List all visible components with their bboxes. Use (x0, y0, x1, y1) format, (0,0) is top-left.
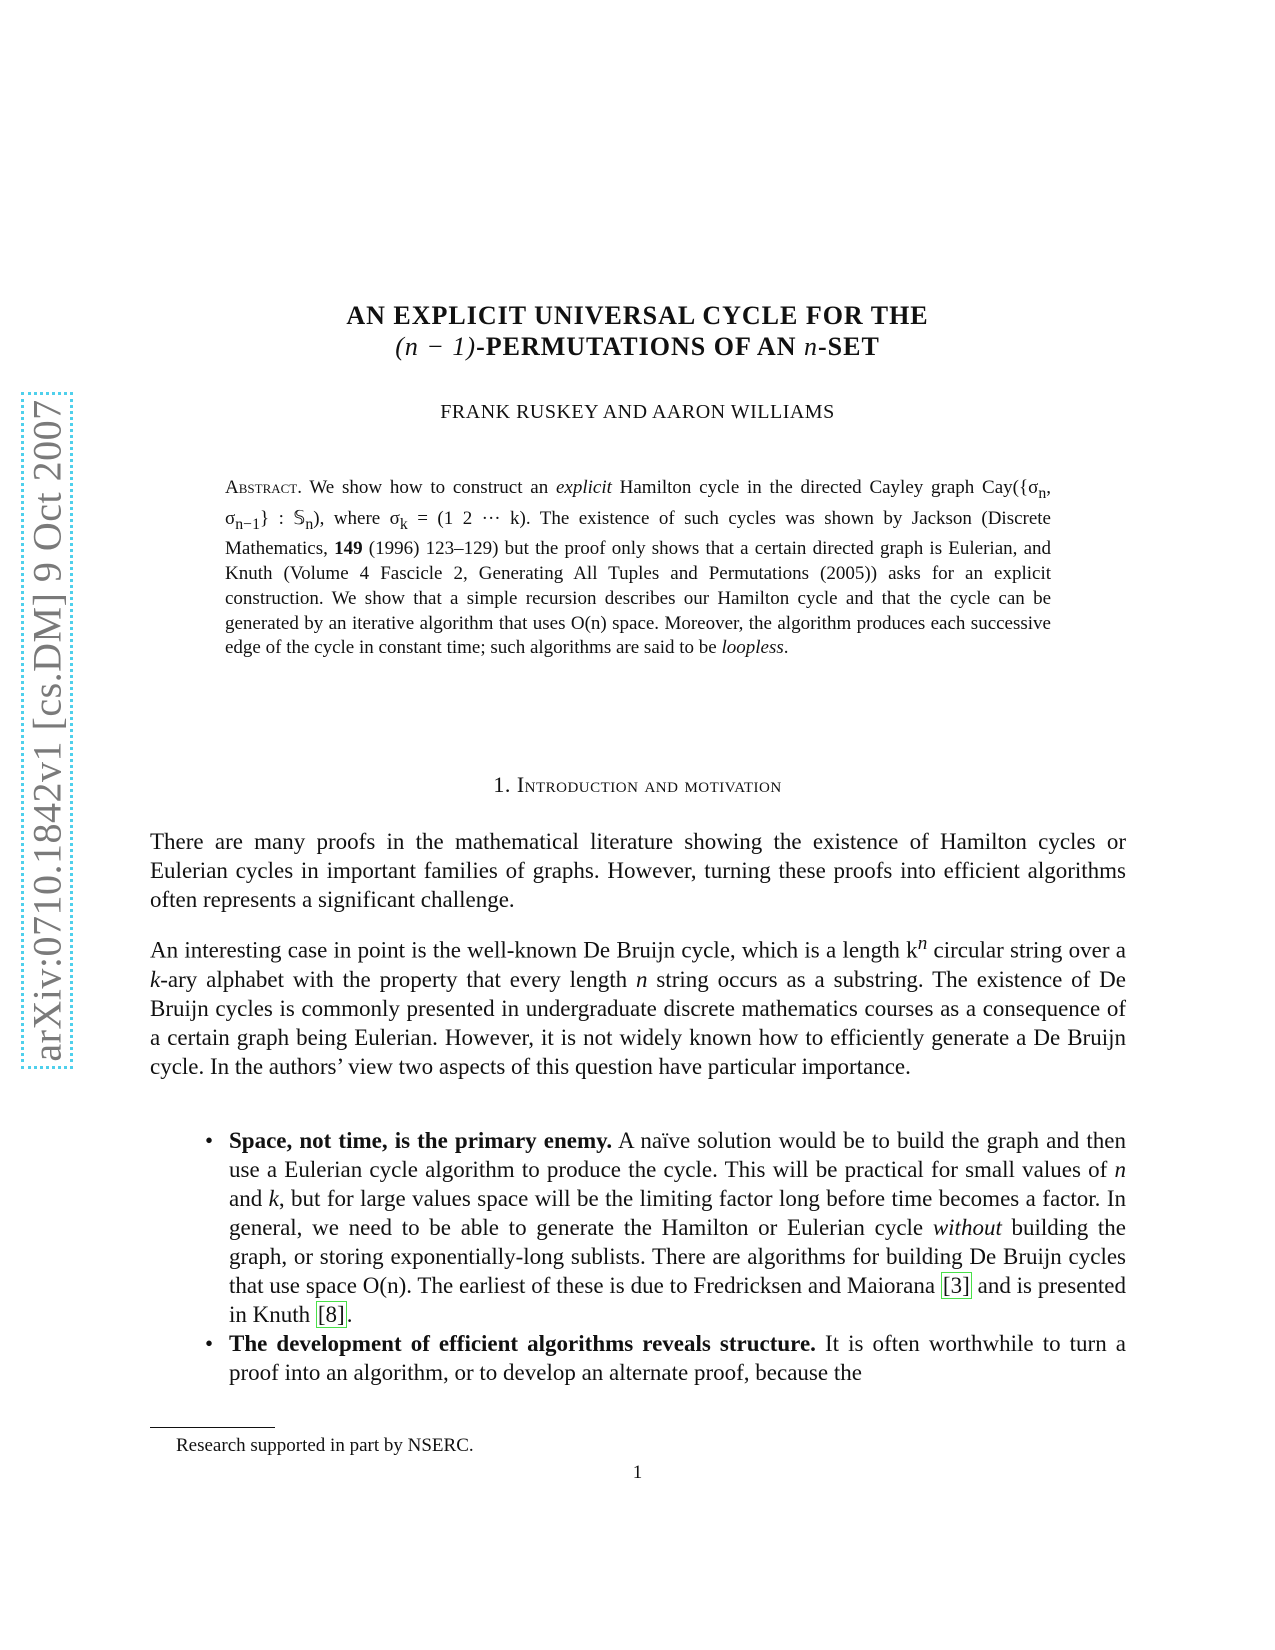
bullet-emphasis: without (932, 1215, 1002, 1240)
bullet-text: and (229, 1186, 269, 1211)
bullet-icon: • (205, 1128, 214, 1153)
title-line-2 (0, 331, 1275, 362)
abstract-emphasis: explicit (555, 477, 612, 498)
citation-link[interactable]: [8] (317, 1302, 345, 1327)
title-text: -PERMUTATIONS OF AN (476, 332, 804, 361)
paragraph-text: An interesting case in point is the well-known De Bruijn cycle, which is a length k (150, 937, 918, 963)
paragraph-1: There are many proofs in the mathematical literature showing the existence of Hamilton cycles or Eulerian cycles in important families of graphs. However, turning these proofs into efficient algorithms often represents a significant challenge. (150, 829, 1126, 912)
abstract-text: = (1 2 ··· k). The existence of such cycles was shown by Jackson (Discrete Mathematics, (225, 507, 1051, 560)
section-title: Introduction and motivation (516, 772, 782, 797)
bullet-text: . (346, 1302, 353, 1327)
abstract-text: ), where σ (313, 507, 400, 529)
bullet-text: and is presented in Knuth (229, 1273, 1126, 1327)
footnote-rule (150, 1427, 275, 1428)
abstract-bold: 149 (334, 538, 363, 560)
abstract-text: We show how to construct an (301, 477, 556, 498)
title-line-1: AN EXPLICIT UNIVERSAL CYCLE FOR THE (346, 301, 929, 330)
arxiv-stamp (21, 392, 73, 1069)
paragraph-var: n (636, 966, 648, 992)
abstract-emphasis: loopless (721, 637, 784, 659)
citation-link[interactable]: [3] (942, 1273, 970, 1298)
bullet-heading: Space, not time, is the primary enemy. (229, 1128, 613, 1153)
paragraph-text: circular string over a (927, 937, 1126, 963)
page-number: 1 (632, 1462, 643, 1483)
authors: FRANK RUSKEY AND AARON WILLIAMS (440, 401, 835, 423)
bullet-icon: • (205, 1331, 214, 1356)
bullet-text: , but for large values space will be the limiting factor long before time becomes a factor. In general, we need to be able to generate the Hamilton or Eulerian cycle (229, 1186, 1126, 1240)
abstract-text: . (783, 637, 789, 659)
bullet-text: It is often worthwhile to turn a proof into an algorithm, or to develop an alternate proof, because the (229, 1331, 1126, 1385)
bullet-text: building the graph, or storing exponentially-long sublists. There are algorithms for building De Bruijn cycles that use space O(n). The earliest of these is due to Fredricksen and Maiorana (229, 1215, 1126, 1298)
list-item (150, 1126, 1126, 1329)
paragraph-var: k (150, 966, 161, 992)
bullet-list (150, 1126, 1126, 1387)
title-end: -SET (817, 332, 880, 361)
bullet-heading: The development of efficient algorithms reveals structure. (229, 1331, 816, 1356)
footnote: Research supported in part by NSERC. (176, 1435, 474, 1456)
paragraph-text: -ary alphabet with the property that every length (160, 966, 636, 992)
bullet-var: k (268, 1186, 279, 1211)
paragraph-2 (150, 929, 1126, 1081)
section-heading (0, 772, 1275, 798)
abstract-text: (1996) 123–129) but the proof only shows that a certain directed graph is Eulerian, and Knuth (Volume 4 Fascicle 2, Generating All Tuples and Permutations (2005)) asks for an explicit construction. We show that a simple recursion describes our Hamilton cycle and that the cycle can be generated by an iterative algorithm that uses O(n) space. Moreover, the algorithm produces each successive edge of the cycle in constant time; such algorithms are said to be (225, 538, 1051, 659)
list-item (150, 1329, 1126, 1387)
title-math: (n − 1) (395, 332, 477, 361)
abstract-text: Hamilton cycle in the directed Cayley graph Cay({σ (611, 477, 1039, 498)
section-number: 1. (493, 772, 511, 797)
bullet-text: A naïve solution would be to build the graph and then use a Eulerian cycle algorithm to produce the cycle. This will be practical for small values of (229, 1128, 1126, 1182)
paper-title (0, 300, 1275, 362)
title-var: n (803, 332, 818, 361)
abstract: Abstract. We show how to construct an explicit Hamilton cycle in the directed Cayley graph $Cay(\{\sigma_n$, $\sigma_{n-1}$} : 𝕊$_n$), where $\sigma_k = (1$ 2 ··· k). The existence of such cycles was shown by Jackson (Discrete Mathematics, 149 (1996) 123–129) but the proof only shows that a certain directed graph is Eulerian, and Knuth (Volume 4 Fascicle 2, Generating All Tuples and Permutations (2005)) asks for an explicit construction. We show that a simple recursion describes our Hamilton cycle and that the cycle can be generated by an iterative algorithm that uses O(n) space. Moreover, the algorithm produces each successive edge of the cycle in constant time; such algorithms are said to be loopless. (225, 477, 1051, 659)
abstract-label: Abstract. (225, 477, 302, 498)
paragraph-sup: n (917, 933, 928, 954)
arxiv-id: arXiv:0710.1842v1 [cs.DM] 9 Oct 2007 (24, 399, 70, 1062)
paragraph-text: string occurs as a substring. The existence of De Bruijn cycles is commonly presented in undergraduate discrete mathematics courses as a consequence of a certain graph being Eulerian. However, it is not widely known how to efficiently generate a De Bruijn cycle. In the authors’ view two aspects of this question have particular importance. (150, 966, 1126, 1079)
bullet-var: n (1114, 1157, 1126, 1182)
abstract-text: } : 𝕊 (260, 507, 306, 529)
